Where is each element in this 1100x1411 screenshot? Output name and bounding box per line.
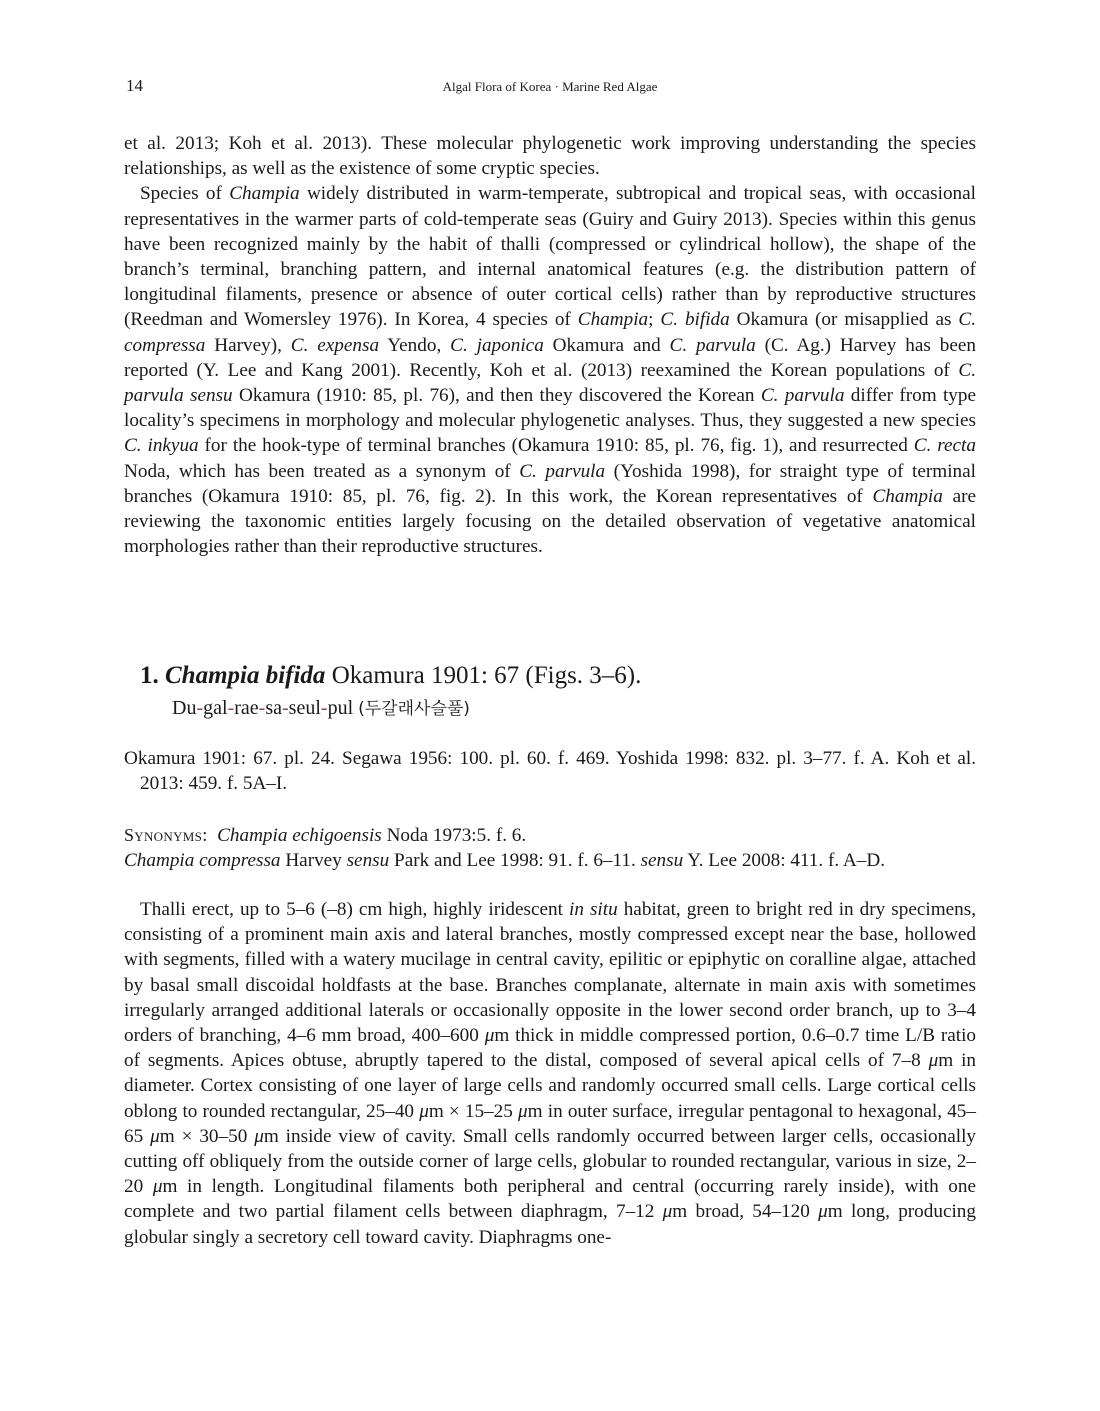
common-name: Du-gal-rae-sa-seul-pul (두갈래사슬풀) bbox=[172, 697, 470, 719]
intro-paragraph-1: et al. 2013; Koh et al. 2013). These molecular phylogenetic work improving understanding the species relationships, as well as the existence of some cryptic species. bbox=[124, 133, 976, 180]
page-number: 14 bbox=[126, 76, 143, 95]
reference-list: Okamura 1901: 67. pl. 24. Segawa 1956: 100. pl. 60. f. 469. Yoshida 1998: 832. pl. 3–77. f. A. Koh et al. 2013: 459. f. 5A–I. bbox=[124, 748, 976, 795]
synonyms-section bbox=[124, 823, 976, 873]
synonyms-label: Synonyms bbox=[124, 825, 203, 845]
species-authority: Okamura 1901: 67 (Figs. 3–6). bbox=[325, 662, 642, 689]
running-header: Algal Flora of Korea · Marine Red Algae bbox=[442, 79, 658, 94]
references-section bbox=[124, 746, 976, 796]
species-number: 1. bbox=[140, 662, 159, 689]
intro-paragraph-2: Species of Champia widely distributed in warm-temperate, subtropical and tropical seas, with occasional representatives in the warmer parts of cold-temperate seas (Guiry and Guiry 2013). Species within this genus have been recognized mainly by the habit of thalli (compressed or cylindrical hollow), the shape of the branch’s terminal, branching pattern, and internal anatomical features (e.g. the distribution pattern of longitudinal filaments, presence or absence of outer cortical cells) rather than by reproductive structures (Reedman and Womersley 1976). In Korea, 4 species of Champia; C. bifida Okamura (or misapplied as C. compressa Harvey), C. expensa Yendo, C. japonica Okamura and C. parvula (C. Ag.) Harvey has been reported (Y. Lee and Kang 2001). Recently, Koh et al. (2013) reexamined the Korean populations of C. parvula sensu Okamura (1910: 85, pl. 76), and then they discovered the Korean C. parvula differ from type locality’s specimens in morphology and molecular phylogenetic analyses. Thus, they suggested a new species C. inkyua for the hook-type of terminal branches (Okamura 1910: 85, pl. 76, fig. 1), and resurrected C. recta Noda, which has been treated as a synonym of C. parvula (Yoshida 1998), for straight type of terminal branches (Okamura 1910: 85, pl. 76, fig. 2). In this work, the Korean representatives of Champia are reviewing the taxonomic entities largely focusing on the detailed observation of vegetative anatomical morphologies rather than their reproductive structures. bbox=[124, 183, 977, 558]
description-section bbox=[124, 897, 976, 1250]
intro-section bbox=[124, 131, 976, 559]
synonym-line-1: Synonyms: Champia echigoensis Noda 1973:5. f. 6. bbox=[124, 825, 527, 846]
synonym-line-2: Champia compressa Harvey sensu Park and Lee 1998: 91. f. 6–11. sensu Y. Lee 2008: 411. f. A–D. bbox=[124, 850, 886, 872]
korean-name: (두갈래사슬풀) bbox=[358, 699, 470, 719]
species-heading bbox=[140, 660, 641, 692]
species-name: Champia bifida bbox=[165, 662, 326, 689]
description-paragraph: Thalli erect, up to 5–6 (–8) cm high, highly iridescent in situ habitat, green to bright red in dry specimens, consisting of a prominent main axis and lateral branches, mostly compressed except near the base, hollowed with segments, filled with a watery mucilage in central cavity, epilitic or epiphytic on coralline algae, attached by basal small discoidal holdfasts at the base. Branches complanate, alternate in main axis with sometimes irregularly arranged additional laterals or occasionally opposite in the lower second order branch, up to 3–4 orders of branching, 4–6 mm broad, 400–600 μm thick in middle compressed portion, 0.6–0.7 time L/B ratio of segments. Apices obtuse, abruptly tapered to the distal, composed of several apical cells of 7–8 μm in diameter. Cortex consisting of one layer of large cells and randomly occurred small cells. Large cortical cells oblong to rounded rectangular, 25–40 μm × 15–25 μm in outer surface, irregular pentagonal to hexagonal, 45–65 μm × 30–50 μm inside view of cavity. Small cells randomly occurred between larger cells, occasionally cutting off obliquely from the outside corner of large cells, globular to rounded rectangular, various in size, 2–20 μm in length. Longitudinal filaments both peripheral and central (occurring rarely inside), with one complete and two partial filament cells between diaphragm, 7–12 μm broad, 54–120 μm long, producing globular singly a secretory cell toward cavity. Diaphragms one- bbox=[124, 899, 977, 1248]
